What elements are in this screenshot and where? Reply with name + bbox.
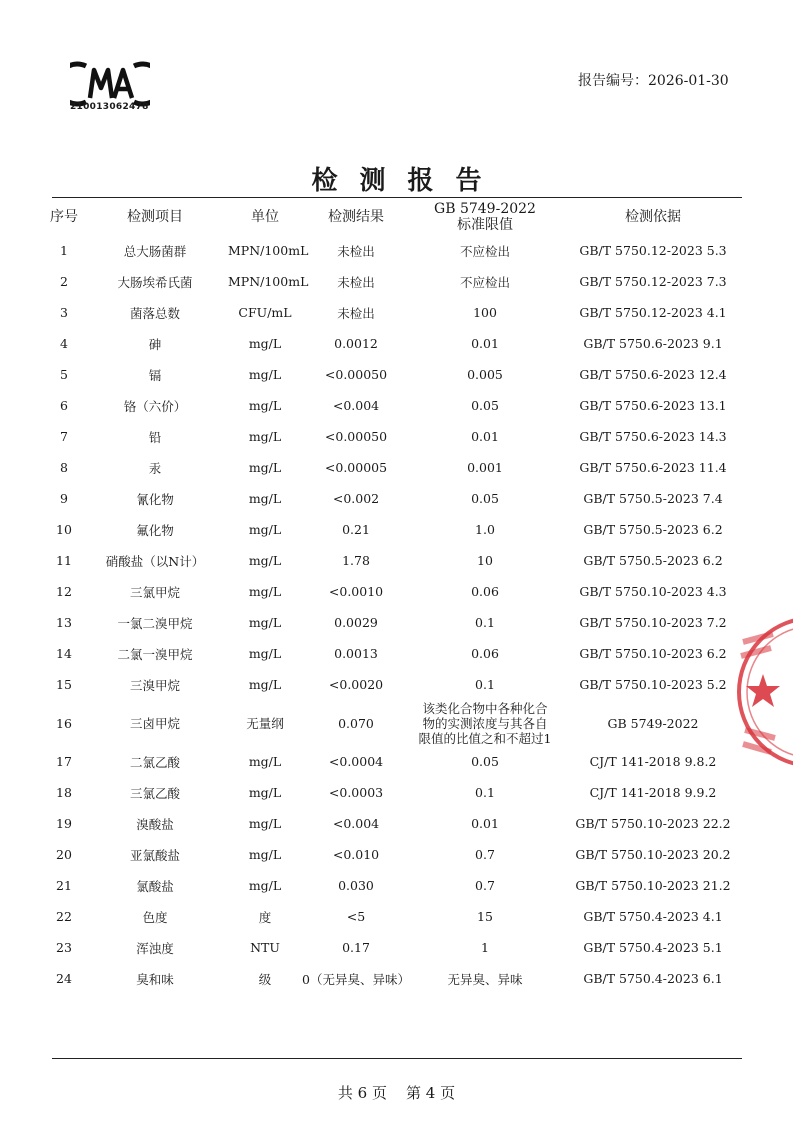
cell-result: <0.00050 [324, 367, 388, 382]
col-method-header: 检测依据 [625, 209, 681, 225]
table-body [46, 235, 746, 994]
cell-method: CJ/T 141-2018 9.8.2 [589, 754, 717, 769]
cell-item: 汞 [148, 460, 162, 476]
table-row [46, 808, 746, 839]
col-result-header: 检测结果 [328, 209, 384, 225]
cell-method: GB/T 5750.10-2023 6.2 [579, 646, 727, 661]
cell-result: <0.0003 [328, 785, 384, 800]
test-results-table [46, 199, 746, 994]
table-row [46, 901, 746, 932]
cell-unit: mg/L [248, 785, 282, 800]
cell-item: 三卤甲烷 [129, 715, 180, 731]
cell-index: 14 [56, 646, 72, 661]
cell-unit: mg/L [248, 367, 282, 382]
cell-method: GB/T 5750.4-2023 4.1 [583, 909, 723, 924]
cell-index: 2 [60, 274, 68, 289]
cell-item: 镉 [148, 367, 162, 383]
cell-result: <0.0004 [328, 754, 384, 769]
cell-method: GB/T 5750.10-2023 5.2 [579, 677, 727, 692]
table-row [46, 421, 746, 452]
cell-unit: mg/L [248, 584, 282, 599]
cell-method: GB/T 5750.5-2023 7.4 [583, 491, 723, 506]
cell-item: 氰化物 [136, 491, 174, 507]
cell-method: GB/T 5750.10-2023 21.2 [575, 878, 731, 893]
cell-limit: 0.01 [471, 816, 499, 831]
cell-method: GB/T 5750.10-2023 22.2 [575, 816, 731, 831]
cell-unit: 级 [258, 971, 272, 987]
cell-limit: 0.06 [471, 584, 499, 599]
report-number-label: 报告编号： [578, 73, 648, 89]
table-row [46, 235, 746, 266]
table-row [46, 483, 746, 514]
cell-item: 一氯二溴甲烷 [117, 615, 193, 631]
cell-unit: NTU [250, 940, 280, 955]
cell-method: GB/T 5750.12-2023 5.3 [579, 243, 727, 258]
table-row [46, 328, 746, 359]
cell-limit: 0.001 [467, 460, 503, 475]
cell-item: 三氯乙酸 [129, 785, 180, 801]
report-number-value: 2026-01-30 [648, 73, 729, 89]
cell-item: 浑浊度 [136, 940, 174, 956]
cell-limit: 0.1 [475, 677, 495, 692]
cell-item: 菌落总数 [129, 305, 180, 321]
cell-limit: 100 [473, 305, 497, 320]
cell-item: 臭和味 [136, 971, 174, 987]
report-number [578, 70, 729, 90]
cell-result: <0.0020 [328, 677, 384, 692]
page-footer [0, 1082, 793, 1103]
cell-item: 亚氯酸盐 [129, 847, 180, 863]
cell-limit: 0.05 [471, 398, 499, 413]
table-row [46, 746, 746, 777]
cell-result: <0.010 [332, 847, 380, 862]
cell-index: 13 [56, 615, 72, 630]
cell-method: GB/T 5750.6-2023 11.4 [579, 460, 727, 475]
cell-limit: 0.7 [475, 878, 495, 893]
col-limit-header-line1: GB 5749-2022 [434, 201, 536, 217]
cell-method: GB/T 5750.5-2023 6.2 [583, 522, 723, 537]
cell-index: 18 [56, 785, 72, 800]
cell-item: 氟化物 [136, 522, 174, 538]
cell-limit: 0.005 [467, 367, 503, 382]
cell-item: 铬（六价） [123, 398, 187, 414]
cell-method: GB/T 5750.5-2023 6.2 [583, 553, 723, 568]
cell-result: 0.21 [342, 522, 370, 537]
cell-result: <0.00050 [324, 429, 388, 444]
cell-unit: mg/L [248, 878, 282, 893]
cell-result: <0.0010 [328, 584, 384, 599]
cell-unit: mg/L [248, 847, 282, 862]
table-row [46, 963, 746, 994]
cell-index: 17 [56, 754, 72, 769]
cell-index: 5 [60, 367, 68, 382]
cell-item: 大肠埃希氏菌 [117, 274, 193, 290]
col-unit-header: 单位 [251, 209, 279, 225]
top-divider [52, 197, 742, 198]
table-row [46, 514, 746, 545]
cell-result: <0.004 [332, 398, 380, 413]
cell-unit: mg/L [248, 646, 282, 661]
table-row [46, 390, 746, 421]
table-row [46, 932, 746, 963]
cell-method: GB/T 5750.4-2023 5.1 [583, 940, 723, 955]
cell-result: 1.78 [342, 553, 370, 568]
cell-method: GB/T 5750.12-2023 7.3 [579, 274, 727, 289]
table-row [46, 297, 746, 328]
bottom-divider [52, 1058, 742, 1059]
cell-limit: 0.1 [475, 785, 495, 800]
cell-index: 21 [56, 878, 72, 893]
cell-item: 二氯一溴甲烷 [117, 646, 193, 662]
cell-item: 氯酸盐 [136, 878, 174, 894]
cell-index: 6 [60, 398, 68, 413]
cell-index: 20 [56, 847, 72, 862]
cell-item: 砷 [148, 336, 162, 352]
cell-limit: 1 [481, 940, 489, 955]
cell-limit: 该类化合物中各种化合物的实测浓度与其各自限值的比值之和不超过1 [418, 700, 552, 746]
col-item-header: 检测项目 [127, 209, 183, 225]
cell-unit: mg/L [248, 816, 282, 831]
cell-index: 22 [56, 909, 72, 924]
cell-limit: 不应检出 [459, 243, 510, 259]
cell-result: 0.030 [338, 878, 374, 893]
cell-limit: 0.05 [471, 491, 499, 506]
cell-item: 硝酸盐（以N计） [105, 553, 205, 569]
cell-result: <0.004 [332, 816, 380, 831]
cell-result: 0.0029 [334, 615, 378, 630]
cell-unit: mg/L [248, 522, 282, 537]
current-page: 第 4 页 [406, 1084, 456, 1102]
table-row [46, 669, 746, 700]
cell-method: CJ/T 141-2018 9.9.2 [589, 785, 717, 800]
table-row [46, 545, 746, 576]
cell-result: <0.002 [332, 491, 380, 506]
cell-limit: 0.01 [471, 336, 499, 351]
cell-method: GB 5749-2022 [607, 715, 699, 731]
cell-result: 未检出 [337, 243, 375, 259]
report-title: 检测报告 [311, 166, 504, 196]
table-row [46, 359, 746, 390]
table-row [46, 452, 746, 483]
cell-limit: 1.0 [475, 522, 495, 537]
cell-item: 总大肠菌群 [123, 243, 187, 259]
cell-unit: mg/L [248, 336, 282, 351]
table-row [46, 576, 746, 607]
col-limit-header [410, 199, 560, 235]
cell-limit: 10 [477, 553, 493, 568]
cell-limit: 不应检出 [459, 274, 510, 290]
cell-unit: mg/L [248, 460, 282, 475]
cell-index: 12 [56, 584, 72, 599]
table-row [46, 638, 746, 669]
cell-method: GB/T 5750.10-2023 20.2 [575, 847, 731, 862]
cell-unit: 无量纲 [246, 715, 284, 731]
cell-unit: mg/L [248, 553, 282, 568]
cell-result: 0.0012 [334, 336, 378, 351]
cell-method: GB/T 5750.10-2023 7.2 [579, 615, 727, 630]
table-row [46, 839, 746, 870]
cell-limit: 0.7 [475, 847, 495, 862]
cell-result: 0.070 [338, 715, 374, 731]
cell-index: 10 [56, 522, 72, 537]
cell-limit: 0.01 [471, 429, 499, 444]
cell-item: 三溴甲烷 [129, 677, 180, 693]
cell-result: 未检出 [337, 305, 375, 321]
cell-result: <0.00005 [324, 460, 388, 475]
table-row [46, 266, 746, 297]
cell-item: 溴酸盐 [136, 816, 174, 832]
cell-result: 未检出 [337, 274, 375, 290]
cell-unit: mg/L [248, 398, 282, 413]
cell-unit: MPN/100mL [228, 274, 309, 289]
col-limit-header-line2: 标准限值 [457, 217, 513, 233]
table-row [46, 700, 746, 746]
cell-item: 色度 [142, 909, 168, 925]
cell-index: 16 [56, 715, 72, 731]
cell-method: GB/T 5750.6-2023 14.3 [579, 429, 727, 444]
cell-method: GB/T 5750.12-2023 4.1 [579, 305, 727, 320]
cell-result: <5 [346, 909, 366, 924]
cell-result: 0.0013 [334, 646, 378, 661]
cell-index: 9 [60, 491, 68, 506]
table-row [46, 870, 746, 901]
inspection-seal-icon [733, 612, 793, 772]
cell-method: GB/T 5750.6-2023 12.4 [579, 367, 727, 382]
cell-method: GB/T 5750.6-2023 13.1 [579, 398, 727, 413]
cell-unit: mg/L [248, 754, 282, 769]
cell-index: 7 [60, 429, 68, 444]
cell-index: 8 [60, 460, 68, 475]
cell-item: 三氯甲烷 [129, 584, 180, 600]
cell-item: 二氯乙酸 [129, 754, 180, 770]
cell-method: GB/T 5750.6-2023 9.1 [583, 336, 723, 351]
col-index-header: 序号 [50, 209, 78, 225]
cell-index: 15 [56, 677, 72, 692]
cell-unit: CFU/mL [238, 305, 292, 320]
cell-method: GB/T 5750.10-2023 4.3 [579, 584, 727, 599]
cell-unit: mg/L [248, 677, 282, 692]
cell-unit: 度 [258, 909, 272, 925]
cell-unit: mg/L [248, 429, 282, 444]
cma-number: 210013062478 [70, 102, 149, 112]
table-row [46, 777, 746, 808]
cell-index: 4 [60, 336, 68, 351]
cell-limit: 15 [477, 909, 493, 924]
cell-item: 铅 [148, 429, 162, 445]
cell-index: 24 [56, 971, 72, 986]
cell-unit: mg/L [248, 491, 282, 506]
total-pages: 共 6 页 [337, 1084, 387, 1102]
cell-unit: mg/L [248, 615, 282, 630]
cell-index: 19 [56, 816, 72, 831]
cell-result: 0.17 [342, 940, 370, 955]
cell-index: 1 [60, 243, 68, 258]
table-header-row [46, 199, 746, 235]
cell-index: 23 [56, 940, 72, 955]
cell-limit: 0.06 [471, 646, 499, 661]
cell-result: 0（无异臭、异味） [302, 971, 410, 987]
cell-method: GB/T 5750.4-2023 6.1 [583, 971, 723, 986]
cell-limit: 0.05 [471, 754, 499, 769]
table-row [46, 607, 746, 638]
cell-index: 3 [60, 305, 68, 320]
cell-limit: 0.1 [475, 615, 495, 630]
cell-index: 11 [56, 553, 72, 568]
cell-unit: MPN/100mL [228, 243, 309, 258]
cell-limit: 无异臭、异味 [447, 971, 523, 987]
